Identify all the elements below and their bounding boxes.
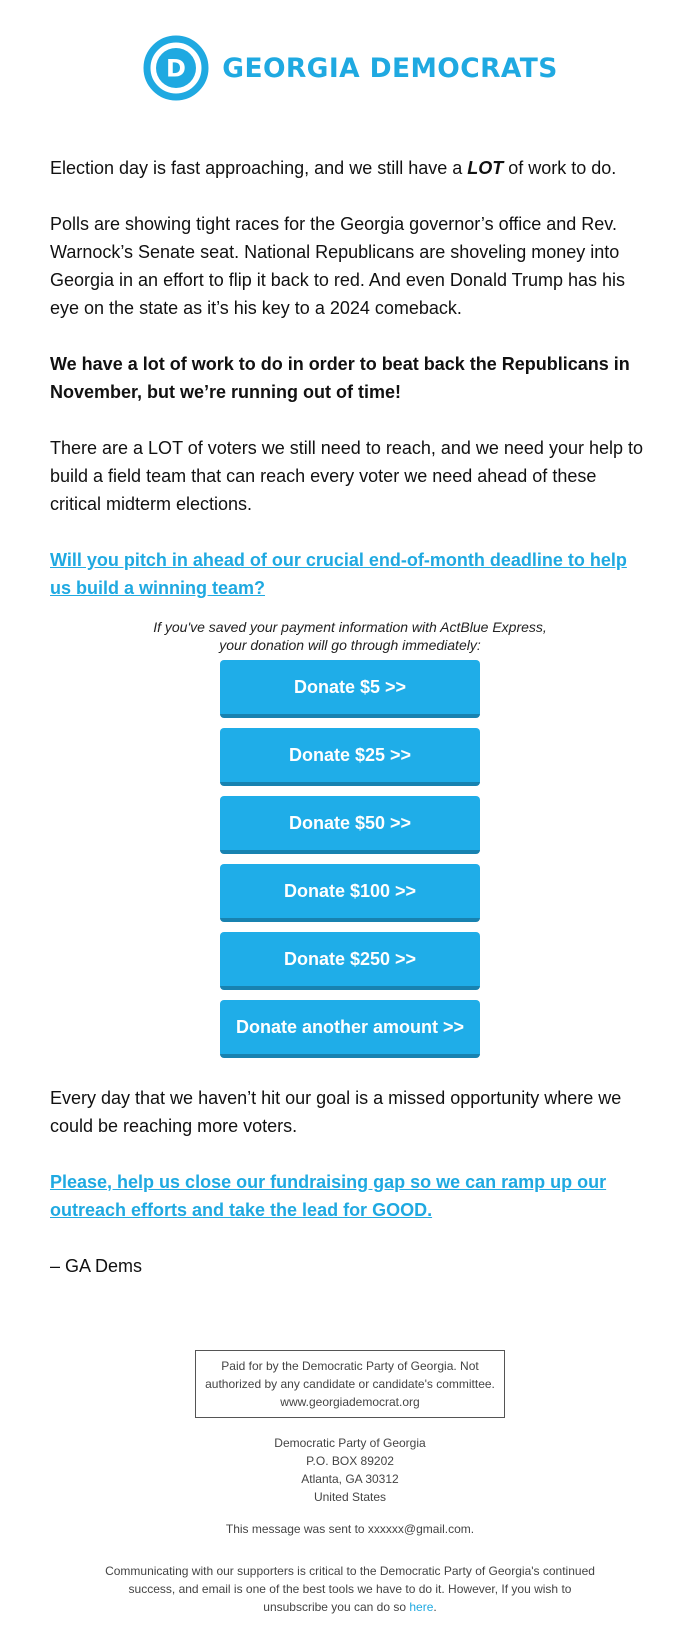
- donate-100-button[interactable]: Donate $100 >>: [220, 864, 480, 922]
- email-header: [0, 0, 700, 134]
- address-line: Atlanta, GA 30312: [301, 1472, 399, 1486]
- email-body: [0, 134, 700, 1280]
- fundraising-gap-paragraph: [50, 1168, 650, 1224]
- address-line: P.O. BOX 89202: [306, 1454, 394, 1468]
- donate-buttons: [50, 660, 650, 1058]
- address-line: Democratic Party of Georgia: [274, 1436, 426, 1450]
- pitch-in-paragraph: [50, 546, 650, 602]
- donate-other-amount-button[interactable]: Donate another amount >>: [220, 1000, 480, 1058]
- logo-wordmark: GEORGIA DEMOCRATS: [222, 52, 558, 84]
- unsubscribe-notice: Communicating with our supporters is critical to the Democratic Party of Georgia's continued success, and email is one of the best tools we have to do it. However, If you wish to unsubscribe you can do so here.: [105, 1564, 595, 1614]
- polls-paragraph: Polls are showing tight races for the Georgia governor’s office and Rev. Warnock’s Senate seat. National Republicans are shoveling money into Georgia in an effort to flip it back to red. And even Donald Trump has his eye on the state as it’s his key to a 2024 comeback.: [50, 214, 625, 318]
- sent-to-notice: This message was sent to xxxxxx@gmail.com.: [225, 1522, 475, 1536]
- fundraising-gap-link[interactable]: Please, help us close our fundraising gap so we can ramp up our outreach efforts and take the lead for GOOD.: [50, 1172, 607, 1220]
- donate-50-button[interactable]: Donate $50 >>: [220, 796, 480, 854]
- bold-urgency-paragraph: We have a lot of work to do in order to beat back the Republicans in November, but we’re running out of time!: [50, 354, 630, 402]
- voters-paragraph: There are a LOT of voters we still need to reach, and we need your help to build a field team that can reach every voter we need ahead of these critical midterm elections.: [50, 438, 644, 514]
- email-footer: [0, 1350, 700, 1616]
- donate-5-button[interactable]: Donate $5 >>: [220, 660, 480, 718]
- democrats-logo-icon: [142, 34, 210, 102]
- logo-letter: D: [166, 54, 187, 83]
- pitch-in-link[interactable]: Will you pitch in ahead of our crucial end-of-month deadline to help us build a winning team?: [50, 550, 627, 598]
- missed-opportunity-paragraph: Every day that we haven’t hit our goal is a missed opportunity where we could be reaching more voters.: [50, 1088, 622, 1136]
- signoff: – GA Dems: [50, 1256, 143, 1276]
- donate-250-button[interactable]: Donate $250 >>: [220, 932, 480, 990]
- emphasis-lot: LOT: [467, 158, 504, 178]
- donate-25-button[interactable]: Donate $25 >>: [220, 728, 480, 786]
- address-line: United States: [313, 1490, 387, 1504]
- unsubscribe-link[interactable]: here: [409, 1600, 434, 1614]
- intro-paragraph: Election day is fast approaching, and we still have a LOT of work to do.: [50, 158, 617, 178]
- mailing-address: [0, 1434, 700, 1506]
- actblue-express-note: If you've saved your payment information with ActBlue Express, your donation will go through immediately:: [153, 619, 547, 653]
- paid-for-disclaimer: Paid for by the Democratic Party of Georgia. Not authorized by any candidate or candidate's committee. www.georgiademocrat.org: [195, 1350, 505, 1418]
